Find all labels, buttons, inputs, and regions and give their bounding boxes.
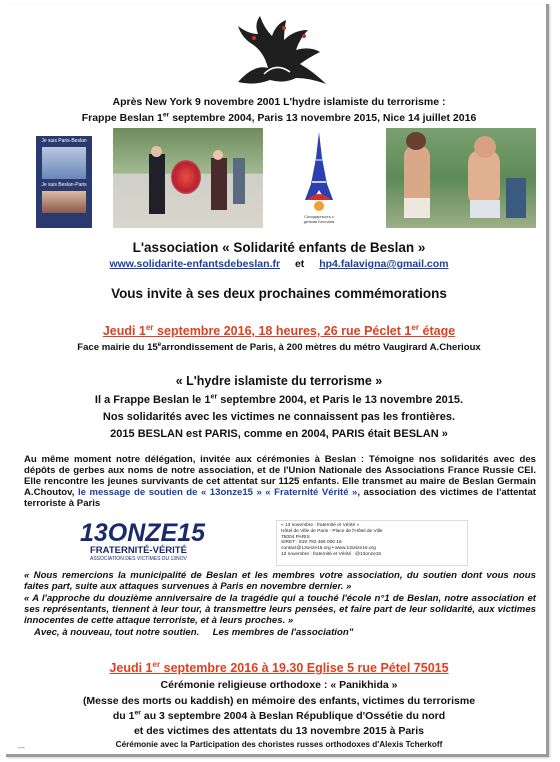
quote-line-2: Nos solidarités avec les victimes ne connaissent pas les frontières. bbox=[102, 411, 456, 423]
message-paragraph-1: « Nous remercions la municipalité de Beslan et les membres votre association, du soutien dont vous nous faites part, suite aux attaques survenues à Paris en novembre dernier. » bbox=[24, 570, 536, 592]
13onze15-logo: 13ONZE15 FRATERNITÉ-VÉRITÉ ASSOCIATION DES VICTIMES DU 13NOV bbox=[80, 519, 206, 562]
event2-title: Jeudi 1er septembre 2016 à 19.30 Eglise 5 rue Pétel 75015 bbox=[109, 659, 449, 675]
email-link[interactable]: hp4.falavigna@gmail.com bbox=[319, 258, 449, 270]
event2-line-4: et des victimes des attentats du 13 novembre 2015 à Paris bbox=[133, 725, 425, 737]
solidarity-logo: Солидарность с детьми Беслана bbox=[297, 128, 341, 228]
header-line-2: Frappe Beslan 1er septembre 2004, Paris 13 novembre 2015, Nice 14 juillet 2016 bbox=[81, 111, 477, 124]
website-link[interactable]: www.solidarite-enfantsdebeslan.fr bbox=[109, 258, 281, 270]
delegation-paragraph: Au même moment notre délégation, invitée aux cérémonies à Beslan : Témoigne nos solidarités avec des dépôts de gerbes aux noms de notre association, et de l'Union Nationale des Associations France Russie CEI. Elle rencontre les jeunes survivants de cet attentat sur 1125 enfants. Elle transmet au maire de Beslan Germain A.Choutov, le message de soutien de « 13onze15 » « Fraternité Vérité », association des victimes de l'attentat terroriste à Paris bbox=[24, 454, 536, 509]
event2-line-2: (Messe des morts ou kaddish) en mémoire des enfants, victimes du terrorisme bbox=[82, 695, 476, 707]
header-line-1: Après New York 9 novembre 2001 L'hydre islamiste du terrorisme : bbox=[112, 96, 446, 108]
association-links: www.solidarite-enfantsdebeslan.fr et hp4.falavigna@gmail.com bbox=[109, 258, 449, 270]
message-paragraph-2: « A l'approche du douzième anniversaire de la tragédie qui a touché l'école n°1 de Beslan, notre association et ses représentants, tiennent à leur tour, à transmettre leurs pensées, et faire part de leur solidarité, aux victimes innocentes de cette attaque terroriste, et à leurs proches. » bbox=[24, 593, 536, 626]
eiffel-tower-icon bbox=[297, 128, 341, 228]
document-page bbox=[6, 4, 549, 757]
event2-line-3: du 1er au 3 septembre 2004 à Beslan République d'Ossétie du nord bbox=[112, 709, 446, 722]
org-contact-card: « 13 novembre : fraternité et Vérité » Hôtel de Ville de Paris - Place de l'Hôtel de Ville 75004 PARIS SIRET : 819 792 466 000 16 contact@13onze15.org • www.13onze15.org 13 novembre : fraternité et Vérité @13onze15 bbox=[276, 520, 468, 566]
footer-mark: --- bbox=[18, 745, 25, 752]
association-title: L'association « Solidarité enfants de Beslan » bbox=[132, 240, 426, 255]
ceremony-photo bbox=[113, 128, 263, 228]
event1-location: Face mairie du 15earrondissement de Paris, à 200 mètres du métro Vaugirard A.Cherioux bbox=[77, 340, 481, 353]
event1-title: Jeudi 1er septembre 2016, 18 heures, 26 rue Péclet 1er étage bbox=[102, 322, 456, 338]
message-paragraph-3: Avec, à nouveau, tout notre soutien. Les membres de l'association" bbox=[34, 627, 354, 638]
children-photo bbox=[386, 128, 536, 228]
event2-line-1: Cérémonie religieuse orthodoxe : « Panikhida » bbox=[160, 679, 398, 691]
quote-line-1: Il a Frappe Beslan le 1er septembre 2004, et Paris le 13 novembre 2015. bbox=[94, 392, 464, 406]
invite-heading: Vous invite à ses deux prochaines commémorations bbox=[111, 286, 447, 301]
hydra-emblem-icon bbox=[224, 14, 330, 88]
poster-image: Je suis Paris-Beslan Je suis Beslan-Paris bbox=[36, 128, 92, 228]
quote-line-3: 2015 BESLAN est PARIS, comme en 2004, PARIS était BESLAN » bbox=[110, 428, 448, 440]
quote-title: « L'hydre islamiste du terrorisme » bbox=[175, 374, 383, 388]
event2-line-5: Cérémonie avec la Participation des choristes russes orthodoxes d'Alexis Tcherkoff bbox=[115, 740, 443, 749]
support-message-link[interactable]: le message de soutien de « 13onze15 » « Fraternité Vérité » bbox=[77, 487, 358, 498]
